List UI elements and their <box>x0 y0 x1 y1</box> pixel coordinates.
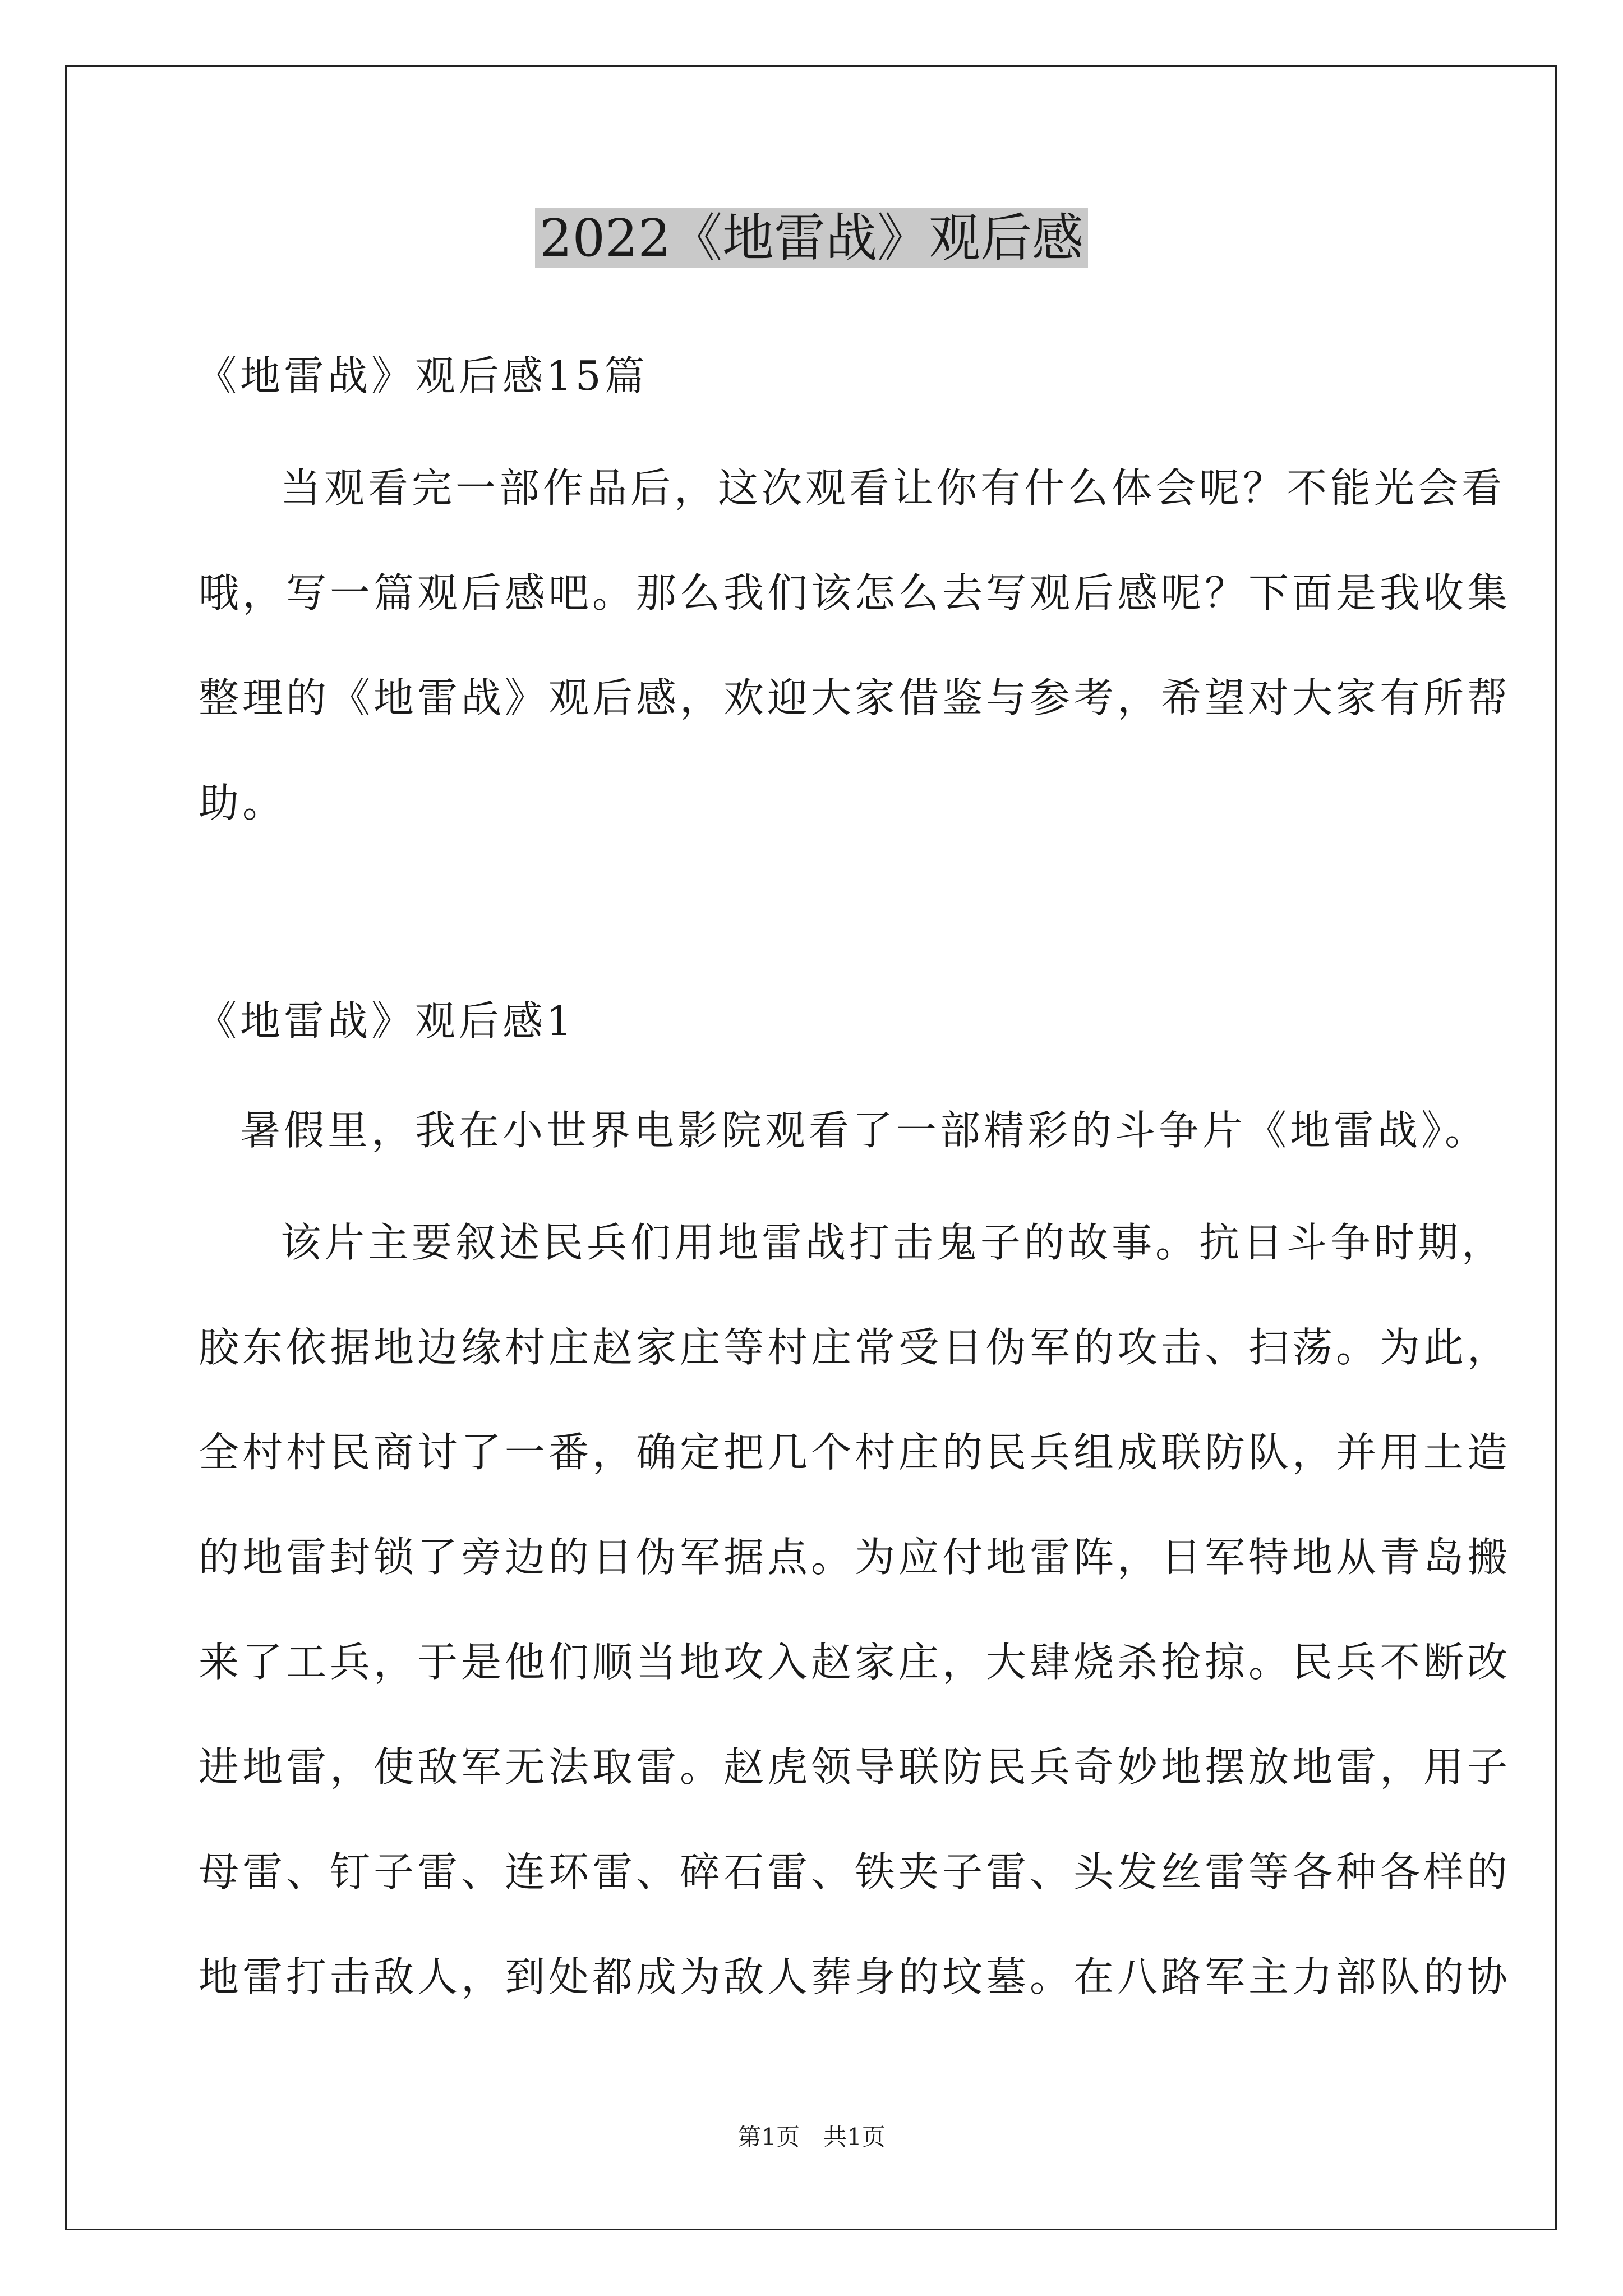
body-line-3: 全村村民商讨了一番，确定把几个村庄的民兵组成联防队，并用土造 <box>199 1429 1511 1476</box>
document-title-text: 2022《地雷战》观后感 <box>535 208 1088 268</box>
body-line-4: 的地雷封锁了旁边的日伪军据点。为应付地雷阵，日军特地从青岛搬 <box>199 1534 1511 1581</box>
body-line-1: 该片主要叙述民兵们用地雷战打击鬼子的故事。抗日斗争时期， <box>280 1219 1506 1266</box>
body-line-5: 来了工兵，于是他们顺当地攻入赵家庄，大肆烧杀抢掠。民兵不断改 <box>199 1639 1511 1686</box>
document-subtitle: 《地雷战》观后感15篇 <box>196 352 648 399</box>
section-heading: 《地雷战》观后感1 <box>196 997 575 1045</box>
intro-line-4: 助。 <box>199 779 287 826</box>
document-title <box>0 196 1623 280</box>
intro-line-2: 哦，写一篇观后感吧。那么我们该怎么去写观后感呢？下面是我收集 <box>199 569 1511 616</box>
page-footer: 第1页 共1页 <box>737 2123 886 2151</box>
body-line-6: 进地雷，使敌军无法取雷。赵虎领导联防民兵奇妙地摆放地雷，用子 <box>199 1743 1511 1791</box>
intro-line-3: 整理的《地雷战》观后感，欢迎大家借鉴与参考，希望对大家有所帮 <box>199 674 1511 721</box>
body-line-8: 地雷打击敌人，到处都成为敌人葬身的坟墓。在八路军主力部队的协 <box>199 1953 1511 2000</box>
body-line-2: 胶东依据地边缘村庄赵家庄等村庄常受日伪军的攻击、扫荡。为此， <box>199 1324 1511 1371</box>
body-line-7: 母雷、钉子雷、连环雷、碎石雷、铁夹子雷、头发丝雷等各种各样的 <box>199 1848 1511 1895</box>
intro-line-1: 当观看完一部作品后，这次观看让你有什么体会呢？不能光会看 <box>280 464 1506 512</box>
section-para-1: 暑假里，我在小世界电影院观看了一部精彩的斗争片《地雷战》。 <box>240 1107 1489 1154</box>
